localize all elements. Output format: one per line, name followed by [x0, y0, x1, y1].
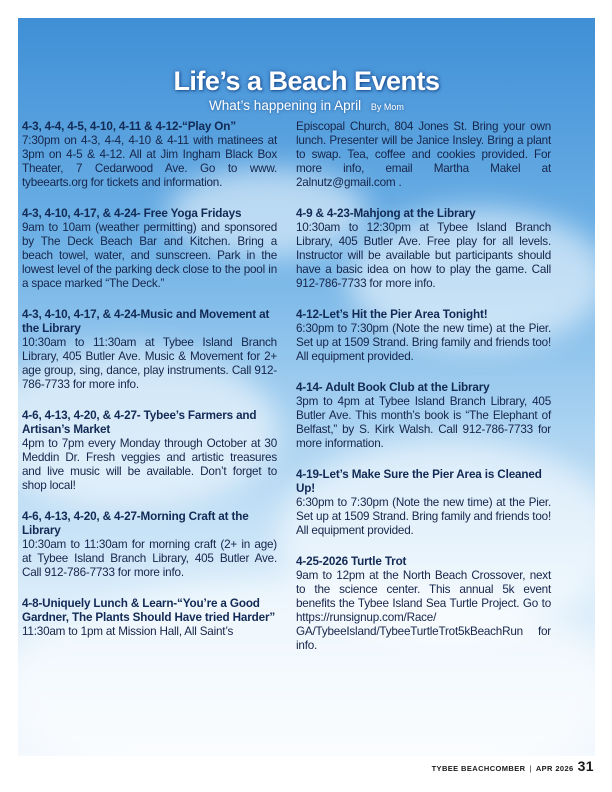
event-title: 4-14- Adult Book Club at the Library	[296, 381, 490, 394]
event-title: 4-3, 4-10, 4-17, & 4-24- Free Yoga Fridays	[22, 207, 242, 220]
issue-date: APR 2026	[535, 764, 574, 773]
event-item	[296, 468, 551, 538]
event-item	[296, 308, 551, 364]
footer-separator: |	[529, 764, 532, 773]
page-number: 31	[577, 758, 594, 774]
event-description: 6:30pm to 7:30pm (Note the new time) at the Pier. Set up at 1509 Strand. Bring family and friends too! All equipment provided.	[296, 496, 551, 537]
event-item	[22, 207, 277, 291]
event-title: 4-9 & 4-23-Mahjong at the Library	[296, 207, 476, 220]
event-description: 10:30am to 11:30am at Tybee Island Branch Library, 405 Butler Ave. Music & Movement for 2+ age group, sing, dance, play instruments. Call 912-786-7733 for more info.	[22, 336, 277, 391]
event-description: 9am to 12pm at the North Beach Crossover, next to the science center. This annual 5k event benefits the Tybee Island Sea Turtle Project. Go to https://runsignup.com/Race/ GA/TybeeIsland/TybeeTurtleTrot5kBeachRun for info.	[296, 569, 551, 652]
event-title: 4-8-Uniquely Lunch & Learn-“You’re a Good Gardner, The Plants Should Have tried Harder”	[22, 597, 276, 624]
event-description: 9am to 10am (weather permitting) and sponsored by The Deck Beach Bar and Kitchen. Bring a beach towel, water, and sunscreen. Park in the lowest level of the parking deck close to the pool in a space marked “The Deck.”	[22, 221, 277, 290]
subtitle-text: What’s happening in April	[209, 98, 362, 113]
event-title: 4-19-Let’s Make Sure the Pier Area is Cleaned Up!	[296, 468, 542, 495]
page-subtitle	[18, 98, 595, 113]
event-item	[296, 555, 551, 653]
event-description: 10:30am to 12:30pm at Tybee Island Branch Library, 405 Butler Ave. Free play for all levels. Instructor will be available but participants should have a basic idea on how to play the game. Call 912-786-7733 for more info.	[296, 221, 551, 290]
event-item	[296, 207, 551, 291]
event-title: 4-6, 4-13, 4-20, & 4-27- Tybee’s Farmers and Artisan’s Market	[22, 409, 257, 436]
page-title: Life’s a Beach Events	[173, 66, 440, 96]
event-description: 7:30pm on 4-3, 4-4, 4-10 & 4-11 with matinees at 3pm on 4-5 & 4-12. All at Jim Ingham Black Box Theater, 7 Cedarwood Ave. Go to www. tybeearts.org for tickets and information.	[22, 134, 277, 189]
event-description: 10:30am to 11:30am for morning craft (2+ in age) at Tybee Island Branch Library, 405 Butler Ave. Call 912-786-7733 for more info.	[22, 538, 277, 579]
event-description: 11:30am to 1pm at Mission Hall, All Saint’s	[22, 625, 234, 638]
right-column	[296, 120, 551, 670]
event-item	[296, 120, 551, 190]
event-item	[296, 381, 551, 451]
left-column	[22, 120, 277, 656]
event-item	[22, 510, 277, 580]
event-item	[22, 120, 277, 190]
publication-name: TYBEE BEACHCOMBER	[431, 764, 526, 773]
event-description: 3pm to 4pm at Tybee Island Branch Library, 405 Butler Ave. This month’s book is “The Elephant of Belfast,” by S. Kirk Walsh. Call 912-786-7733 for more information.	[296, 395, 551, 450]
event-title: 4-6, 4-13, 4-20, & 4-27-Morning Craft at the Library	[22, 510, 249, 537]
page-footer	[432, 758, 594, 774]
event-title: 4-25-2026 Turtle Trot	[296, 555, 407, 568]
event-item	[22, 597, 277, 639]
event-title: 4-3, 4-4, 4-5, 4-10, 4-11 & 4-12-“Play On”	[22, 120, 236, 133]
event-description: 6:30pm to 7:30pm (Note the new time) at the Pier. Set up at 1509 Strand. Bring family and friends too! All equipment provided.	[296, 322, 551, 363]
event-title: 4-3, 4-10, 4-17, & 4-24-Music and Movement at the Library	[22, 308, 270, 335]
byline: By Mom	[370, 102, 404, 112]
event-item	[22, 308, 277, 392]
event-title: 4-12-Let’s Hit the Pier Area Tonight!	[296, 308, 488, 321]
event-description: Episcopal Church, 804 Jones St. Bring your own lunch. Presenter will be Janice Insley. Bring a plant to swap. Tea, coffee and cookies provided. For more info, email Martha Makel at 2alnutz@gmail.com .	[296, 120, 551, 189]
event-item	[22, 409, 277, 493]
event-description: 4pm to 7pm every Monday through October at 30 Meddin Dr. Fresh veggies and artistic treasures and live music will be available. Don’t forget to shop local!	[22, 437, 277, 492]
